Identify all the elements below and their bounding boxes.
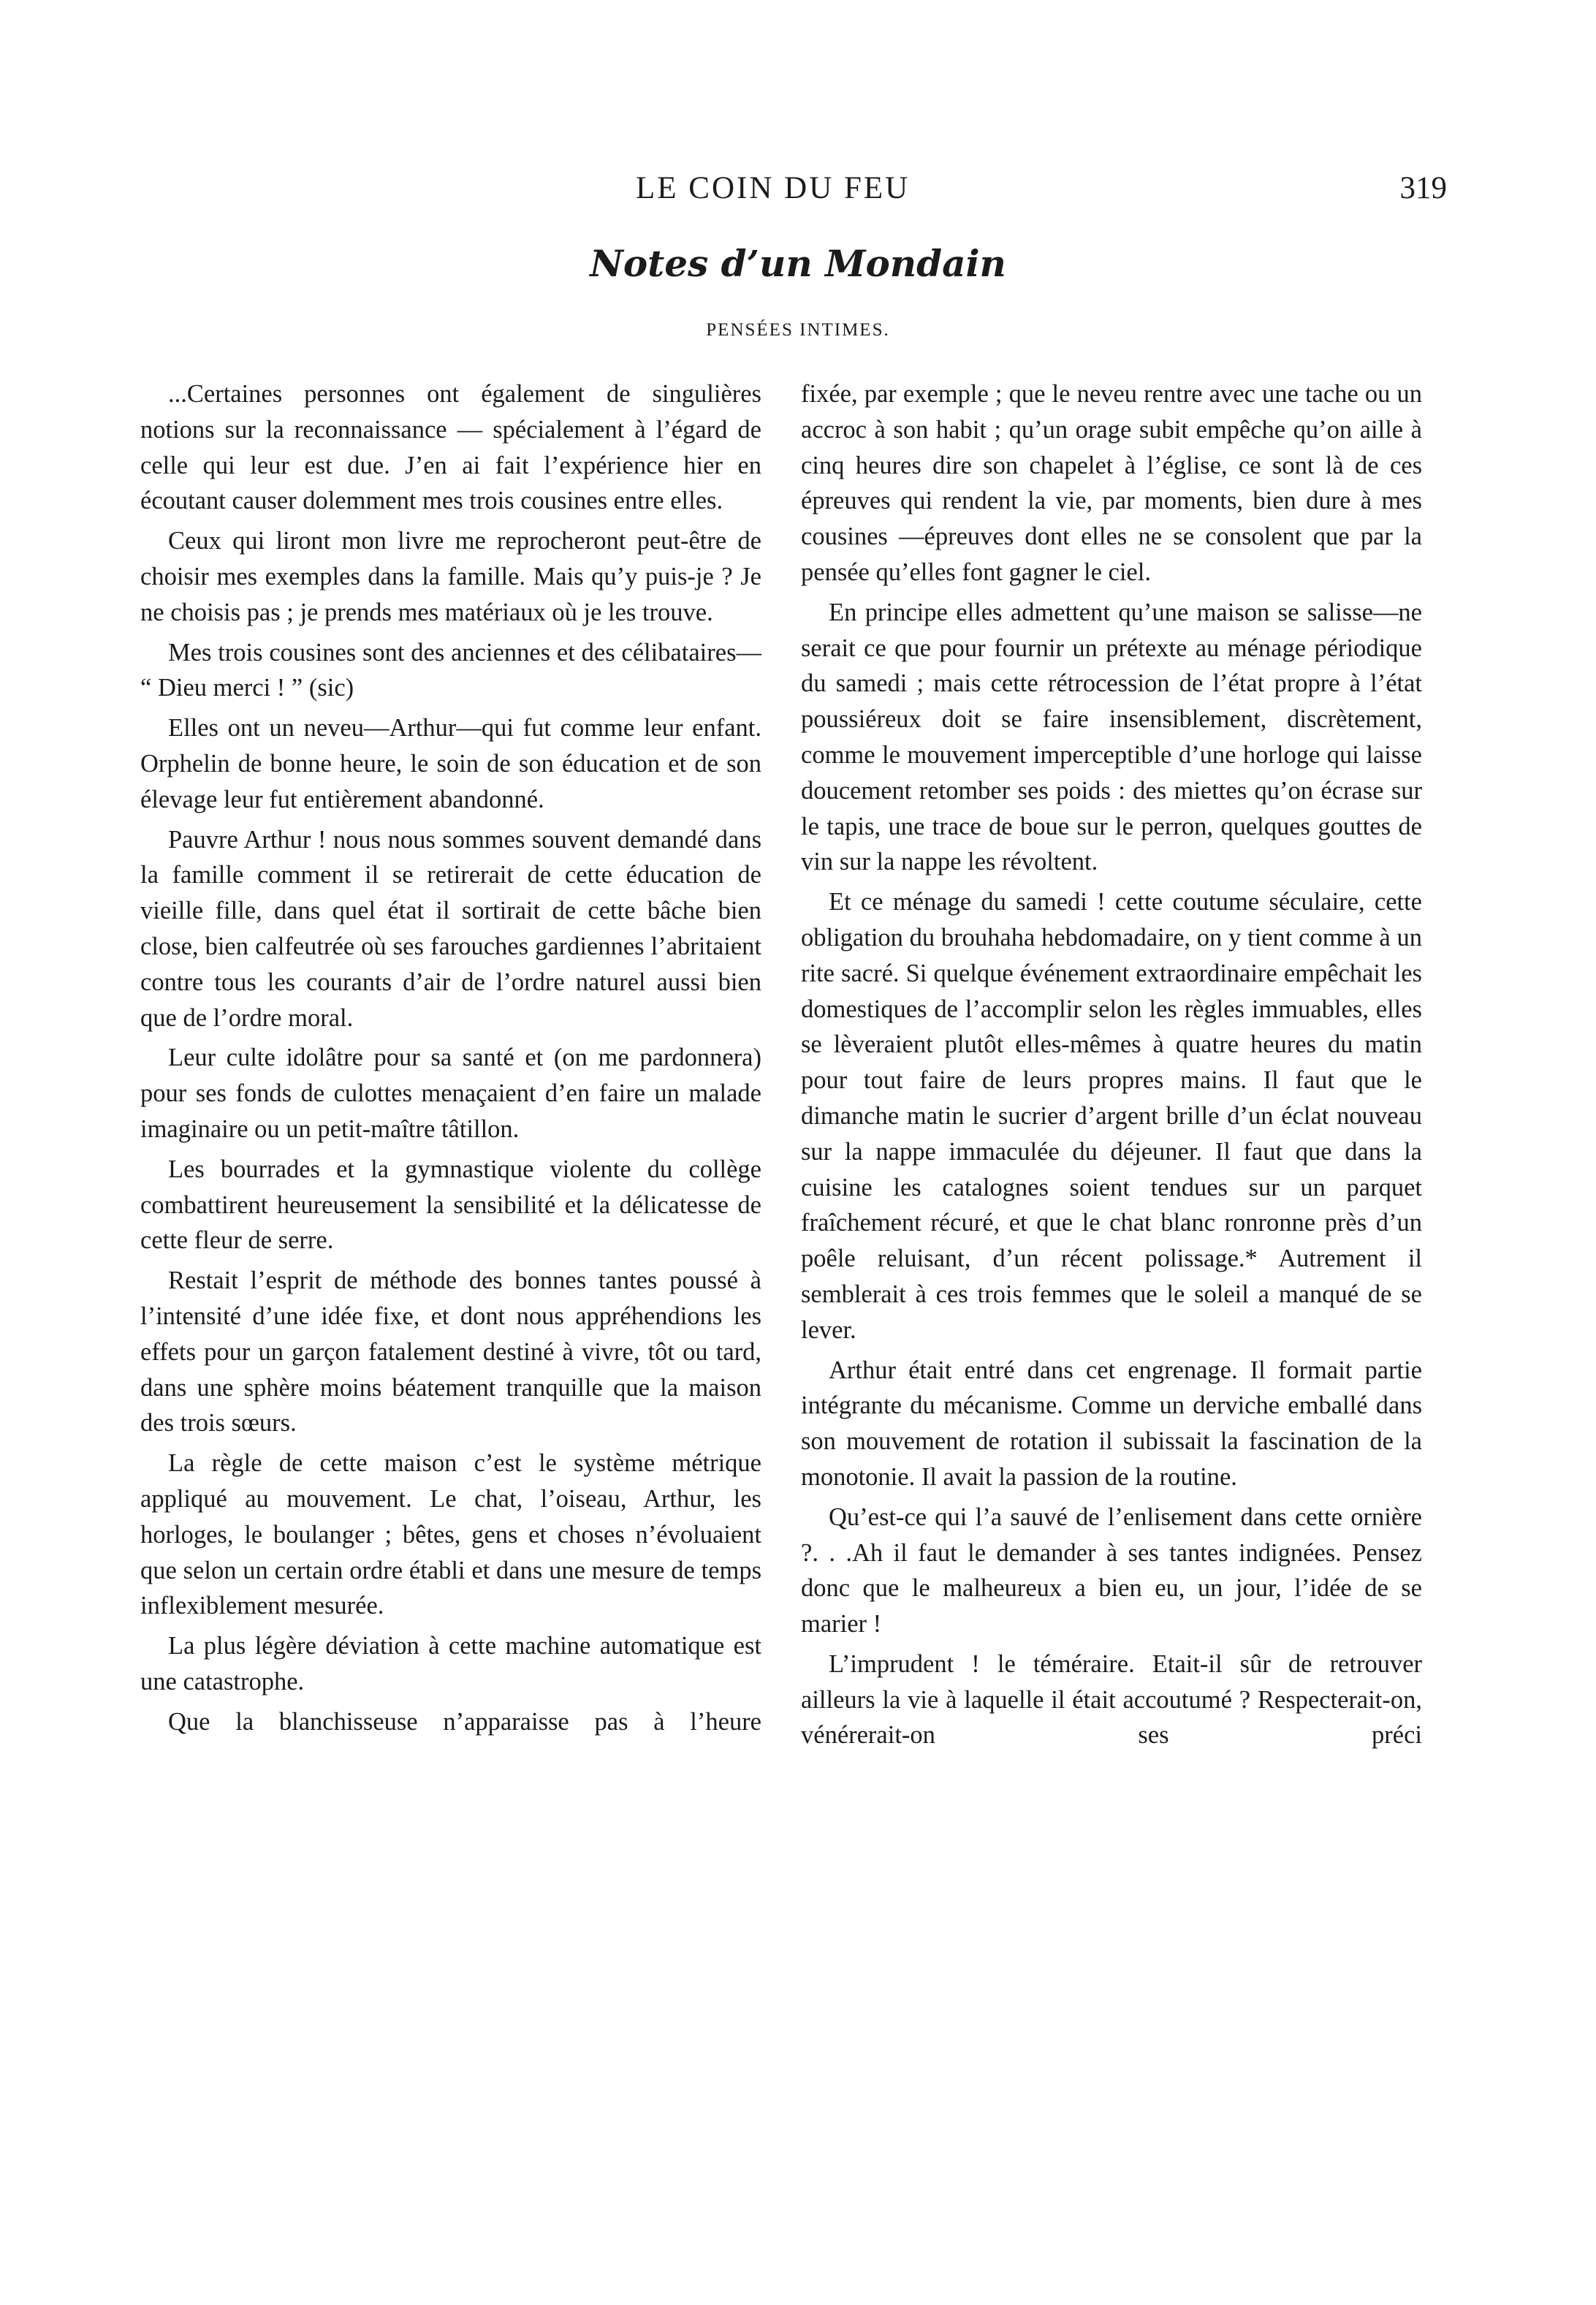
paragraph: Arthur était entré dans cet engrenage. Il formait partie intégrante du mécanisme. Comme un derviche emballé dans son mouvement de rotation il subissait la fascination de la monotonie. Il avait la passion de la routine. — [801, 1356, 1422, 1491]
paragraph: Et ce ménage du samedi ! cette coutume séculaire, cette obligation du brouhaha hebdomadaire, on y tient comme à un rite sacré. Si quelque événement extraordinaire empêchait les domestiques de l’accomplir selon les règles immuables, elles se lèveraient plutôt elles-mêmes à quatre heures du matin pour tout faire de leurs propres mains. Il faut que le dimanche matin le sucrier d’argent brille d’un éclat nouveau sur la nappe immaculée du déjeuner. Il faut que dans la cuisine les catalognes soient tendues sur un parquet fraîchement récuré, et que le chat blanc ronronne près d’un poêle reluisant, d’un récent polissage.* Autrement il semblerait à ces trois femmes que le soleil a manqué de se lever. — [801, 888, 1422, 1344]
left-column — [140, 376, 761, 1744]
paragraph: En principe elles admettent qu’une maison se salisse—ne serait ce que pour fournir un prétexte au ménage périodique du samedi ; mais cette rétrocession de l’état propre à l’état poussiéreux doit se faire insensiblement, discrètement, comme le mouvement imperceptible d’une horloge qui laisse doucement retomber ses poids : des miettes qu’on écrase sur le tapis, une trace de boue sur le perron, quelques gouttes de vin sur la nappe les révoltent. — [801, 598, 1422, 876]
paragraph: Qu’est-ce qui l’a sauvé de l’enlisement dans cette ornière ?. . .Ah il faut le demander à ses tantes indignées. Pensez donc que le malheureux a bien eu, un jour, l’idée de se marier ! — [801, 1503, 1422, 1638]
paragraph: Restait l’esprit de méthode des bonnes tantes poussé à l’intensité d’une idée fixe, et dont nous appréhendions les effets pour un garçon fatalement destiné à vivre, tôt ou tard, dans une sphère moins béatement tranquille que la maison des trois sœurs. — [140, 1267, 761, 1438]
paragraph: Pauvre Arthur ! nous nous sommes souvent demandé dans la famille comment il se retirerait de cette éducation de vieille fille, dans quel état il sortirait de cette bâche bien close, bien calfeutrée où ses farouches gardiennes l’abritaient contre tous les courants d’air de l’ordre naturel aussi bien que de l’ordre moral. — [140, 825, 761, 1032]
paragraph: La plus légère déviation à cette machine automatique est une catastrophe. — [140, 1632, 761, 1695]
paragraph: ...Certaines personnes ont également de singulières notions sur la reconnaissance — spécialement à l’égard de celle qui leur est due. J’en ai fait l’expérience hier en écoutant causer dolemment mes trois cousines entre elles. — [140, 380, 761, 515]
paragraph: Que la blanchisseuse n’apparaisse pas à l’heure — [168, 1707, 761, 1736]
paragraph: Ceux qui liront mon livre me reprocheront peut-être de choisir mes exemples dans la famille. Mais qu’y puis-je ? Je ne choisis pas ; je prends mes matériaux où je les trouve. — [140, 527, 761, 626]
paragraph: La règle de cette maison c’est le système métrique appliqué au mouvement. Le chat, l’oiseau, Arthur, les horloges, le boulanger ; bêtes, gens et choses n’évoluaient que selon un certain ordre établi et dans une mesure de temps inflexiblement mesurée. — [140, 1449, 761, 1620]
article-title: Notes d’un Mondain — [590, 242, 1006, 285]
right-column — [801, 376, 1422, 1758]
page-number: 319 — [1399, 171, 1447, 205]
paragraph: Leur culte idolâtre pour sa santé et (on me pardonnera) pour ses fonds de culottes menaçaient d’en faire un malade imaginaire ou un petit-maître tâtillon. — [140, 1044, 761, 1143]
paragraph: L’imprudent ! le téméraire. Etait-il sûr de retrouver ailleurs la vie à laquelle il était accoutumé ? Respecterait-on, vénérerait-on ses préci — [801, 1649, 1422, 1750]
paragraph-continued: fixée, par exemple ; que le neveu rentre avec une tache ou un accroc à son habit ; qu’un orage subit empêche qu’on aille à cinq heures dire son chapelet à l’église, ce sont là de ces épreuves qui rendent la vie, par moments, bien dure à mes cousines —épreuves dont elles ne se consolent que par la pensée qu’elles font gagner le ciel. — [801, 380, 1422, 586]
paragraph: Mes trois cousines sont des anciennes et des célibataires— “ Dieu merci ! ” (sic) — [140, 638, 761, 702]
article-subtitle: PENSÉES INTIMES. — [706, 320, 890, 340]
paragraph: Elles ont un neveu—Arthur—qui fut comme leur enfant. Orphelin de bonne heure, le soin de son éducation et de son élevage leur fut entièrement abandonné. — [140, 714, 761, 813]
paragraph: Les bourrades et la gymnastique violente du collège combattirent heureusement la sensibilité et la délicatesse de cette fleur de serre. — [140, 1155, 761, 1255]
running-title: LE COIN DU FEU — [636, 171, 911, 205]
